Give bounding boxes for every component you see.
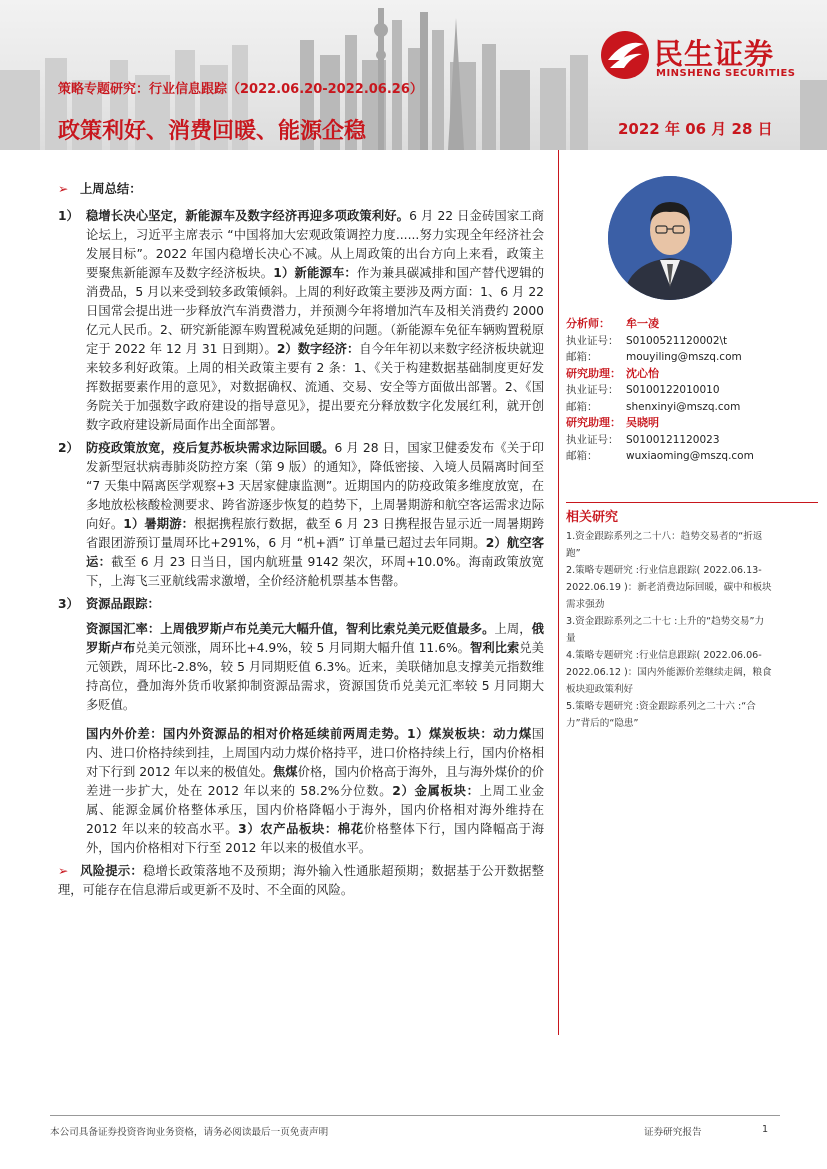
analyst-photo bbox=[608, 176, 732, 300]
analyst-contacts bbox=[566, 316, 816, 465]
related-divider bbox=[566, 502, 818, 503]
footer-report-label: 证券研究报告 bbox=[644, 1127, 702, 1138]
summary-item-3: 3） 资源品跟踪： bbox=[58, 597, 160, 611]
logo-chinese-name: 民生证券 bbox=[654, 37, 775, 71]
analyst-portrait-icon bbox=[608, 176, 732, 300]
related-item-4[interactable]: 4.策略专题研究 :行业信息跟踪( 2022.06.06-2022.06.12 )：国内外能源价差继续走阔，粮食板块迎政策利好 bbox=[566, 650, 772, 695]
footer-divider bbox=[50, 1115, 780, 1116]
analyst-1-email[interactable]: mouyiling@mszq.com bbox=[626, 351, 742, 363]
report-date: 2022 年 06 月 28 日 bbox=[618, 120, 773, 138]
fx-rate-paragraph: 资源国汇率：上周俄罗斯卢布兑美元大幅升值，智利比索兑美元贬值最多。上周，俄罗斯卢布兑美元领涨，周环比+4.9%，较 5 月同期大幅升值 11.6%。智利比索兑美元领跌，周环比-2.8%，较 5 月同期贬值 6.3%。近来，美联储加息支撑美元指数维持高位，叠加海外货币收紧抑制资源品需求，资源国货币兑美元汇率较 5 月同期大多贬值。 bbox=[86, 622, 544, 712]
summary-item-2: 2） 防疫政策放宽，疫后复苏板块需求边际回暖。6 月 28 日，国家卫健委发布《关于印发新型冠状病毒肺炎防控方案（第 9 版）的通知》，降低密接、入境人员隔离时间至 “7 天集中隔离医学观察+3 天居家健康监测”。近期国内的防疫政策多维度放宽，在多地放松核酸检测要求、跨省游逐步恢复的趋势下，上周暑期游和航空客运需求边际向好。1）暑期游：根据携程旅行数据，截至 6 月 23 日携程报告显示近一周暑期跨省跟团游预订量周环比+291%，6 月 “机+酒” 订单量已超过去年同期。2）航空客运：截至 6 月 23 日当日，国内航班量 9142 架次，环周+10.0%。海南政策放宽下，上海飞三亚航线需求激增，全价经济舱机票基本售罄。 bbox=[58, 441, 544, 588]
analyst-2-email-row: 邮箱： shenxinyi@mszq.com bbox=[566, 400, 741, 413]
column-divider bbox=[558, 150, 559, 1035]
page-number: 1 bbox=[762, 1124, 769, 1135]
analyst-3-cert-row: 执业证号： S0100121120023 bbox=[566, 433, 720, 446]
related-item-5[interactable]: 5.策略专题研究 :资金跟踪系列之二十六 :“合力”背后的“隐患” bbox=[566, 701, 756, 729]
related-item-3[interactable]: 3.资金跟踪系列之二十七 :上升的“趋势交易”力量 bbox=[566, 616, 765, 644]
price-spread-paragraph: 国内外价差：国内外资源品的相对价格延续前两周走势。1）煤炭板块：动力煤国内、进口价格持续到挂，上周国内动力煤价格持平，进口价格持续上行，国内价格相对下行到 2012 年以来的极值处。焦煤价格，国内价格高于海外，且与海外煤价的价差进一步扩大，处在 2012 年以来的 58.2%分位数。2）金属板块：上周工业金属、能源金属价格整体承压，国内价格降幅小于海外，国内价格相对海外维持在 2012 年以来的较高水平。3）农产品板块：棉花价格整体下行，国内降幅高于海外，国内价格相对下行至 2012 年以来的极值水平。 bbox=[86, 727, 544, 855]
analyst-2-email[interactable]: shenxinyi@mszq.com bbox=[626, 400, 741, 413]
analyst-1-name-row: 分析师： 牟一凌 bbox=[566, 317, 659, 330]
report-header bbox=[0, 0, 827, 150]
main-content bbox=[58, 180, 544, 900]
brand-logo bbox=[600, 30, 810, 90]
risk-paragraph: ➢ 风险提示：稳增长政策落地不及预期；海外输入性通胀超预期；数据基于公开数据整理，可能存在信息滞后或更新不及时、不全面的风险。 bbox=[58, 864, 544, 897]
arrow-bullet-icon: ➢ bbox=[58, 864, 69, 878]
minsheng-logo-icon bbox=[600, 30, 650, 80]
related-item-2[interactable]: 2.策略专题研究 :行业信息跟踪( 2022.06.13-2022.06.19 )：新老消费边际回暖，碳中和板块需求强劲 bbox=[566, 565, 772, 610]
summary-heading: ➢ 上周总结： bbox=[58, 180, 544, 199]
analyst-3-email[interactable]: wuxiaoming@mszq.com bbox=[626, 450, 754, 462]
logo-english-name: MINSHENG SECURITIES bbox=[656, 68, 796, 79]
related-research-list bbox=[566, 528, 772, 732]
analyst-2-cert-row: 执业证号： S0100122010010 bbox=[566, 384, 720, 396]
analyst-3-email-row: 邮箱： wuxiaoming@mszq.com bbox=[566, 450, 754, 462]
arrow-bullet-icon: ➢ bbox=[58, 182, 69, 196]
report-title: 政策利好、消费回暖、能源企稳 bbox=[58, 119, 367, 144]
footer-disclaimer: 本公司具备证券投资咨询业务资格，请务必阅读最后一页免责声明 bbox=[50, 1127, 329, 1138]
analyst-1-cert-row: 执业证号： S0100521120002\t bbox=[566, 334, 728, 347]
analyst-2-name-row: 研究助理： 沈心怡 bbox=[566, 366, 659, 380]
report-series: 策略专题研究：行业信息跟踪（2022.06.20-2022.06.26） bbox=[58, 82, 423, 97]
analyst-3-name-row: 研究助理： 吴晓明 bbox=[566, 416, 659, 429]
analyst-1-email-row: 邮箱： mouyiling@mszq.com bbox=[566, 351, 742, 363]
related-research-title: 相关研究 bbox=[566, 510, 619, 525]
related-item-1[interactable]: 1.资金跟踪系列之二十八：趋势交易者的“折返跑” bbox=[566, 531, 763, 559]
summary-item-1: 1） 稳增长决心坚定，新能源车及数字经济再迎多项政策利好。6 月 22 日金砖国家工商论坛上，习近平主席表示 “中国将加大宏观政策调控力度......努力实现全年经济社会发展目标”。2022 年国内稳增长决心不减。从上周政策的出台方向上来看，政策主要聚焦新能源车及数字经济板块。1）新能源车：作为兼具碳减排和国产替代逻辑的消费品，5 月以来受到较多政策倾斜。上周的利好政策主要涉及两方面：1、6 月 22 日国常会提出进一步释放汽车消费潜力，并预测今年将增加汽车及相关消费约 2000 亿元人民币。2、研究新能源车购置税减免延期的问题。（新能源车免征车辆购置税原定于 2022 年 12 月 31 日到期）。2）数字经济：自今年年初以来数字经济板块就迎来较多利好政策。上周的相关政策主要有 2 条：1、《关于构建数据基础制度更好发挥数据要素作用的意见》，对数据确权、流通、交易、安全等方面做出部署。2、《国务院关于加强数字政府建设的指导意见》，提出要充分释放数字化发展红利，就开创数字政府建设新局面作出全面部署。 bbox=[58, 209, 544, 432]
